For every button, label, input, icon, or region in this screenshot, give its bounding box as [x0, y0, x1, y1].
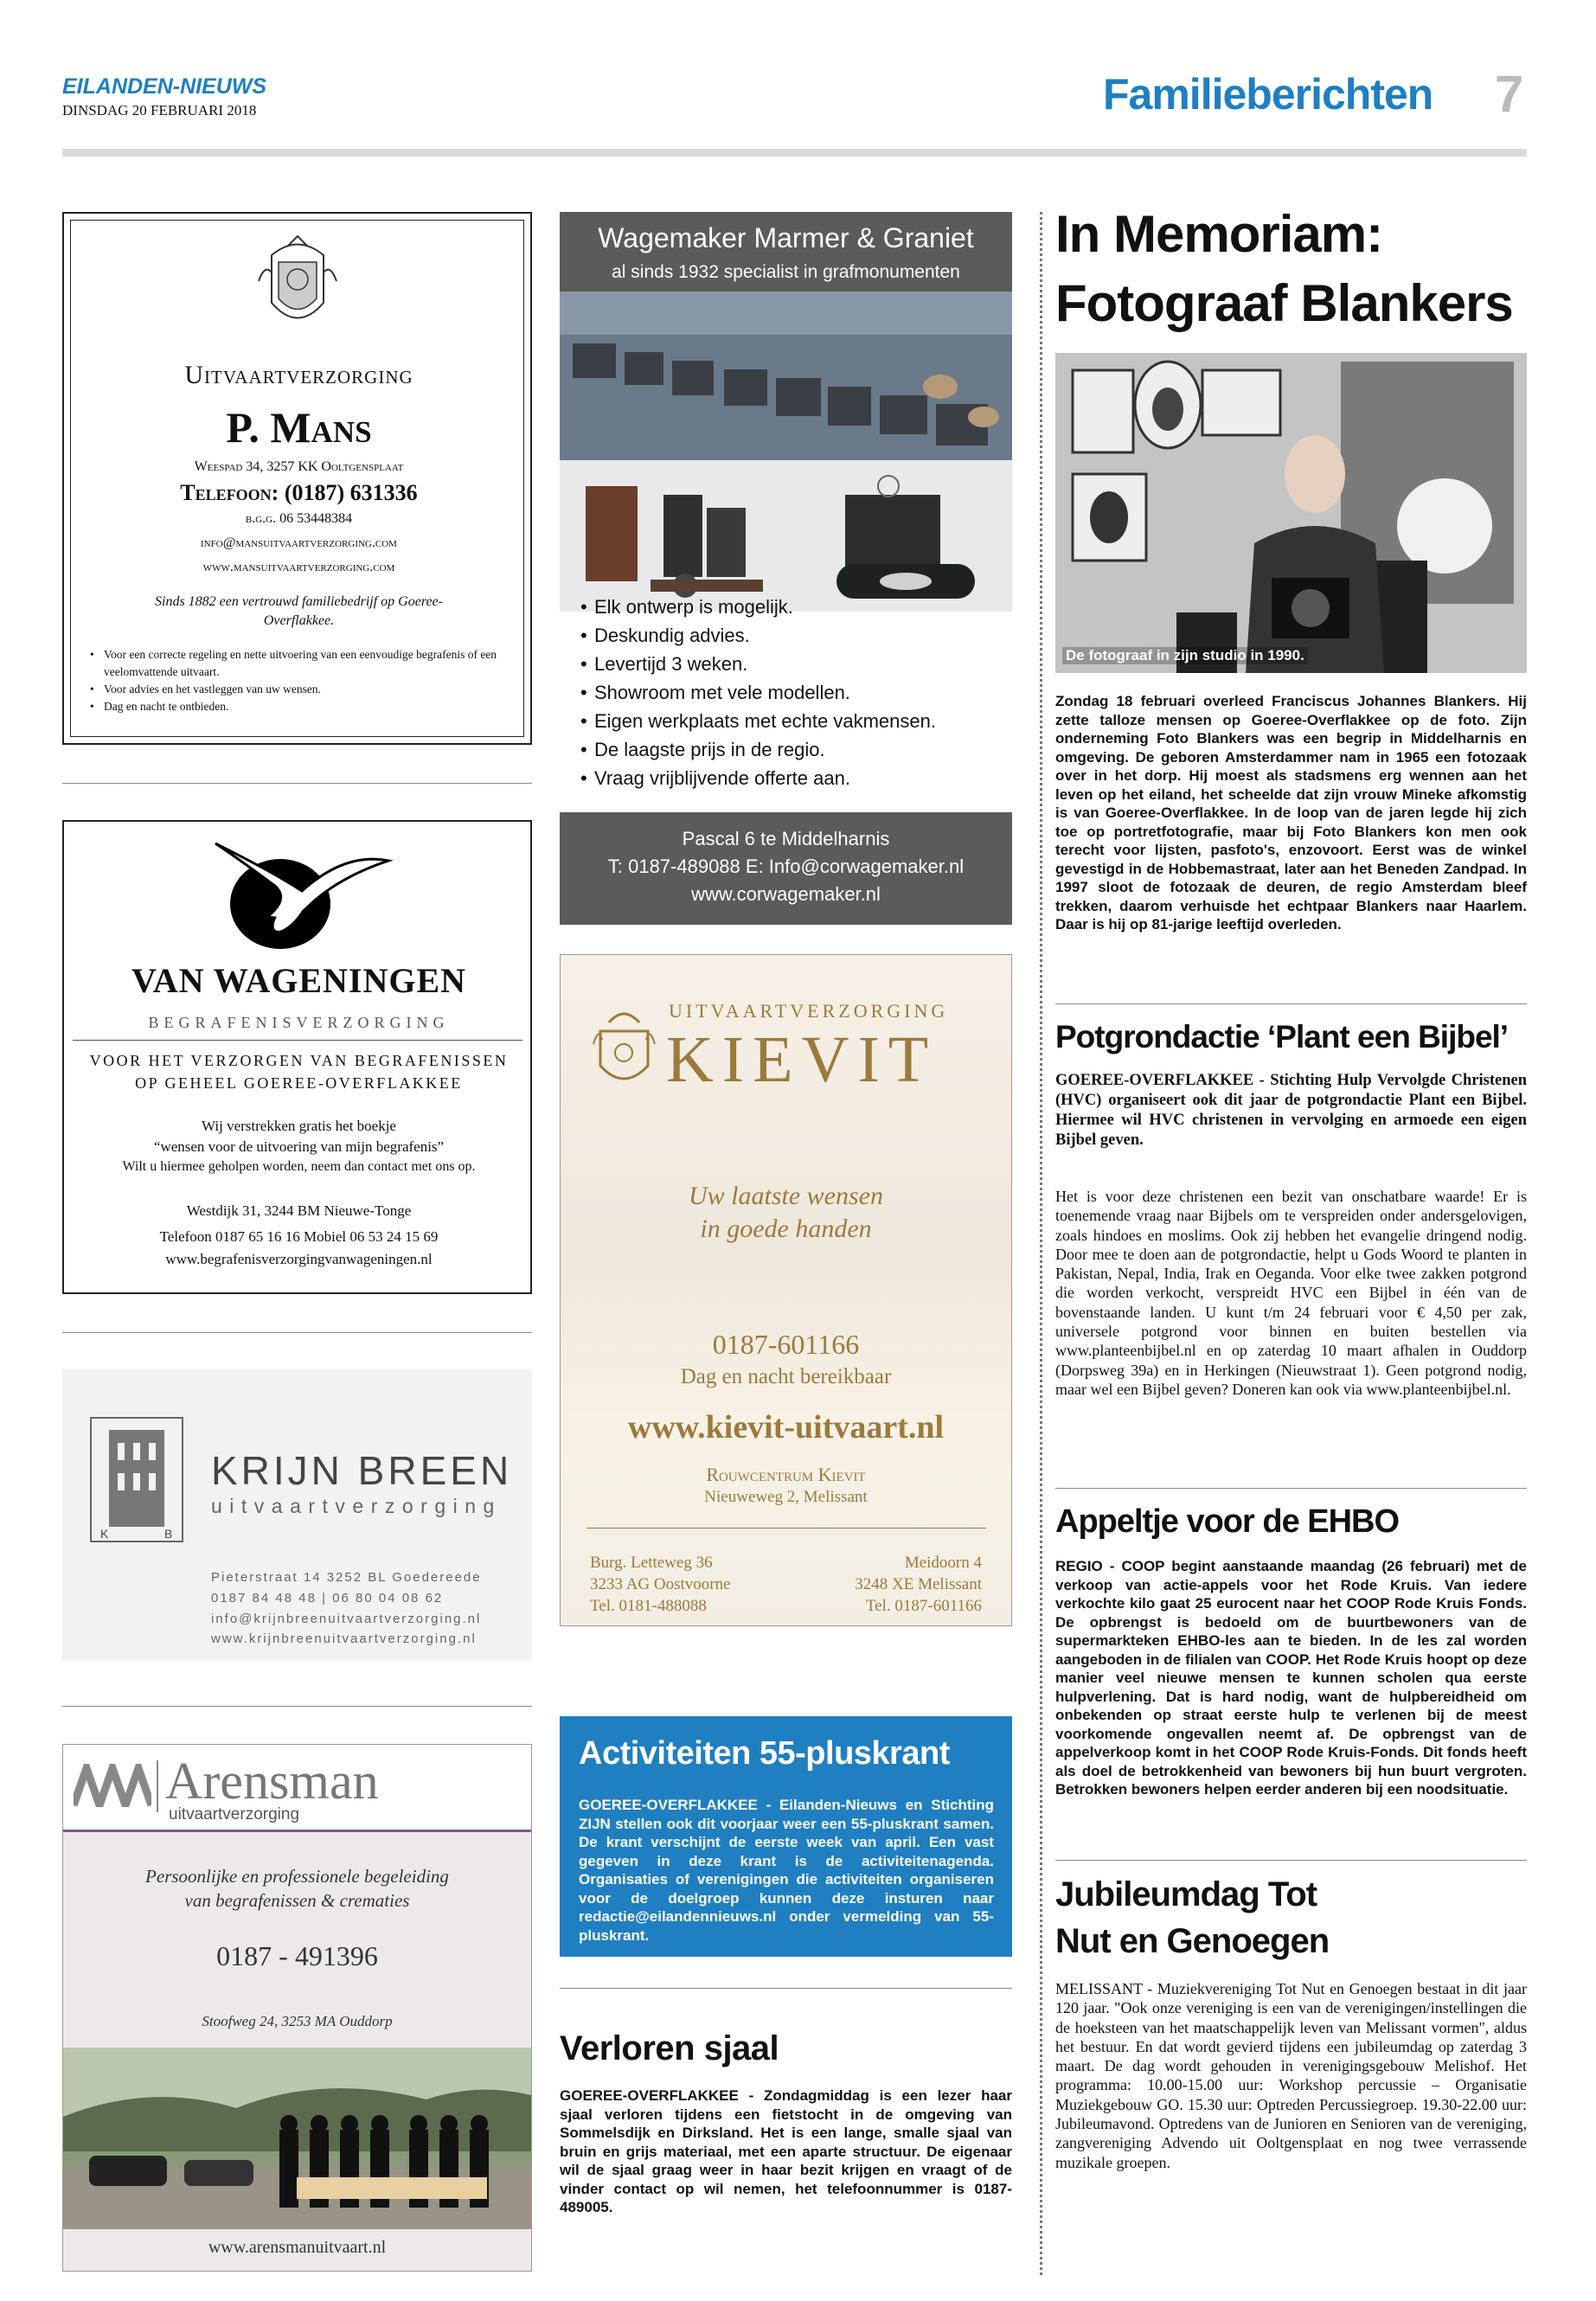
breen-address: Pieterstraat 14 3252 BL Goedereede [211, 1570, 482, 1585]
wageningen-tagline-2: OP GEHEEL GOEREE-OVERFLAKKEE [135, 1074, 463, 1092]
photographer-photo [1055, 353, 1527, 673]
list-item: • Deskundig advies. [580, 621, 1004, 650]
wageningen-ad [62, 820, 532, 1294]
arensman-ad [62, 1744, 532, 2272]
list-item: • Voor advies en het vastleggen van uw wensen. [90, 681, 514, 698]
mans-ad [62, 212, 532, 745]
jubileum-title-2: Nut en Genoegen [1055, 1922, 1330, 1960]
mans-name: P. Mans [226, 403, 372, 452]
divider [62, 783, 532, 784]
divider [586, 1528, 986, 1529]
arensman-logo-icon [74, 1764, 151, 1807]
list-item: • De laagste prijs in de regio. [580, 735, 1004, 764]
mans-web[interactable]: www.mansuitvaartverzorging.com [202, 560, 395, 574]
arensman-text-2: van begrafenissen & crematies [184, 1890, 410, 1911]
mans-title: Uitvaartverzorging [184, 361, 413, 389]
wageningen-text-1: Wij verstrekken gratis het boekje [202, 1118, 396, 1134]
issue-date: DINSDAG 20 FEBRUARI 2018 [62, 102, 257, 119]
column-divider [1040, 212, 1042, 2275]
breen-web[interactable]: www.krijnbreenuitvaartverzorging.nl [211, 1631, 477, 1646]
wageningen-phone: Telefoon 0187 65 16 16 Mobiel 06 53 24 15 69 [159, 1228, 439, 1245]
jubileum-body: MELISSANT - Muziekvereniging Tot Nut en Genoegen bestaat in dit jaar 120 jaar. "Ook onze vereniging is een van de verenigingen/instellingen die de hoeksteen van het maatschappelijk leven van Melissant vormen", aldus het bestuur. En dat wordt gevierd tijdens een jubileumdag op zaterdag 3 maart. De dag wordt gehouden in verenigingsgebouw Melishof. Het programma: 10.00-15.00 uur: Workshop percussie – Organisatie Muziekgebouw GO. 15.30 uur: Optreden Percussiegroep. 19.30-22.00 uur: Jubileumavond. Optredens van de Junioren en Senioren van de vereniging, zangvereniging Advendo uit Ooltgensplaat en nog twee verrassende muzikale groepen. [1055, 1980, 1527, 2171]
list-item: • Eigen werkplaats met echte vakmensen. [580, 707, 1004, 735]
breen-phone: 0187 84 48 48 | 06 80 04 08 62 [211, 1591, 444, 1606]
breen-logo-icon [90, 1417, 183, 1542]
activiteiten-article [560, 1716, 1012, 1957]
memoriam-title-1: In Memoriam: [1055, 205, 1383, 263]
photo-caption: De fotograaf in zijn studio in 1990. [1062, 647, 1308, 664]
wageningen-text-2: “wensen voor de uitvoering van mijn begrafenis” [153, 1138, 445, 1155]
breen-name: KRIJN BREEN [211, 1448, 513, 1493]
list-item: • Vraag vrijblijvende offerte aan. [580, 764, 1004, 792]
funeral-procession-photo [63, 2048, 531, 2229]
bird-logo-icon [207, 826, 397, 956]
breen-ad [62, 1369, 532, 1661]
wageningen-name: VAN WAGENINGEN [131, 961, 467, 1000]
section-title: Familieberichten [1103, 70, 1433, 119]
divider [1055, 1488, 1527, 1489]
coat-of-arms-icon [254, 229, 341, 337]
arensman-name: Arensman [165, 1753, 379, 1810]
gravestones-photo [560, 460, 1012, 612]
kievit-availability: Dag en nacht bereikbaar [680, 1365, 892, 1388]
showroom-photo [560, 292, 1012, 460]
wageningen-tagline-1: VOOR HET VERZORGEN VAN BEGRAFENISSEN [89, 1052, 509, 1069]
svg-text:K: K [100, 1527, 109, 1541]
activiteiten-title: Activiteiten 55-pluskrant [579, 1735, 950, 1772]
kievit-web[interactable]: www.kievit-uitvaart.nl [627, 1409, 945, 1445]
memoriam-body: Zondag 18 februari overleed Franciscus Johannes Blankers. Hij zette talloze mensen op Goeree-Overflakkee op de foto. Zijn onderneming Foto Blankers was een begrip in Middelharnis en omgeving. De geboren Amsterdammer nam in 1965 een fotozaak over in het dorp. Hij moest als stadsmens erg wennen aan het leven op het eiland, het scheelde dat zijn vrouw Mineke afkomstig is van Goeree-Overflakkee. In de loop van de jaren legde hij zich toe op portretfotografie, maar bij Foto Blankers kon men ook terecht voor lijsten, pasfoto's, enzovoort. Eerst was de winkel gevestigd in de Hobbemastraat, later aan het Beneden Zandpad. In 1997 sloot de fotozaak de deuren, de regio Amsterdam bleef trekken, daarom verhuisde het echtpaar Blankers naar Haarlem. Daar is hij op 81-jarige leeftijd overleden. [1055, 693, 1527, 933]
wagemaker-contact[interactable]: T: 0187-489088 E: Info@corwagemaker.nl [607, 856, 965, 877]
wageningen-sub: BEGRAFENISVERZORGING [148, 1014, 450, 1031]
page-number: 7 [1495, 65, 1524, 123]
mans-phone: Telefoon: (0187) 631336 [180, 480, 418, 505]
arensman-phone: 0187 - 491396 [216, 1940, 378, 1971]
mans-address: Weespad 34, 3257 KK Ooltgensplaat [194, 459, 404, 474]
svg-text:B: B [164, 1527, 173, 1541]
ehbo-body: REGIO - COOP begint aanstaande maandag (26 februari) met de verkoop van actie-appels voor het Rode Kruis. Van iedere verkochte kilo gaat 25 eurocent naar het COOP Rode Kruis Fonds. De opbrengst is bedoeld om de buurtbewoners van de supermarkteken EHBO-les aan te bieden. In de les zal worden aangeboden in de filialen van COOP. Het Rode Kruis hoopt op deze manier veel nieuwe mensen te kunnen scholen qua eerste hulpverlening. Dat is hard nodig, want de hulpbereidheid om onbekenden op straat eerste hulp te verlenen bij de meest voorkomende ongevallen neemt af. De opbrengst van de appelverkoop komt in het COOP Rode Kruis-Fonds. Dit fonds heeft als doel de betrokkenheid van bewoners bij hun buurt vergroten. Betrokken bewoners helpen eerder anderen bij een noodsituatie. [1055, 1558, 1527, 1798]
ehbo-title: Appeltje voor de EHBO [1055, 1503, 1400, 1540]
kievit-crest-icon [592, 1005, 657, 1096]
kievit-slogan-1: Uw laatste wensen [689, 1182, 883, 1210]
kievit-centre-address: Nieuweweg 2, Melissant [704, 1488, 868, 1506]
kievit-location-1: Burg. Letteweg 36 3233 AG Oostvoorne Tel. 0181-488088 [590, 1554, 731, 1615]
list-item: • Elk ontwerp is mogelijk. [580, 593, 1004, 621]
header-rule [62, 149, 1527, 157]
wageningen-address: Westdijk 31, 3244 BM Nieuwe-Tonge [186, 1202, 412, 1219]
potgrond-body: Het is voor deze christenen een bezit van onschatbare waarde! Er is toenemende vraag naar Bijbels om te verspreiden onder andersgelovigen, zoals hindoes en moslims. Ook zij hebben het evangelie dringend nodig. Door mee te doen aan de potgrondactie, helpt u Gods Woord te planten in Pakistan, Nepal, India, Irak en Oeganda. Voor elke twee zakken potgrond die worden verkocht, verspreidt HVC een Bijbel in één van de bovenstaande landen. U kunt t/m 24 februari voor € 4,50 per zak, universele potgrond voor binnen en buiten bestellen via www.planteenbijbel.nl en op zaterdag 10 maart afhalen in Ouddorp (Dorpsweg 39a) en in Herkingen (Nieuwstraat 1). Geen potgrond nodig, maar wel een Bijbel geven? Doneren kan ook via www.planteenbijbel.nl. [1055, 1188, 1527, 1398]
divider [1055, 1003, 1527, 1004]
arensman-address: Stoofweg 24, 3253 MA Ouddorp [202, 2013, 393, 2029]
breen-email[interactable]: info@krijnbreenuitvaartverzorging.nl [211, 1612, 482, 1626]
activiteiten-body: GOEREE-OVERFLAKKEE - Eilanden-Nieuws en Stichting ZIJN stellen ook dit voorjaar weer een 55-pluskrant samen. De krant verschijnt de eerste week van april. Een vast gegeven in deze krant is de activiteitenagenda. Organisaties of verenigingen die activiteiten organiseren voor de doelgroep kunnen deze insturen naar redactie@eilandennieuws.nl onder vermelding van 55-pluskrant. [579, 1797, 994, 1944]
divider [62, 1332, 532, 1333]
arensman-text-1: Persoonlijke en professionele begeleiding [145, 1866, 449, 1887]
wagemaker-title: Wagemaker Marmer & Graniet [598, 222, 974, 253]
kievit-location-2: Meidoorn 4 3248 XE Melissant Tel. 0187-601166 [855, 1554, 982, 1615]
wagemaker-bullets [580, 593, 1004, 792]
wagemaker-address: Pascal 6 te Middelharnis [682, 828, 890, 849]
divider [73, 1040, 522, 1041]
jubileum-title-1: Jubileumdag Tot [1055, 1875, 1317, 1913]
list-item: • Dag en nacht te ontbieden. [90, 698, 514, 715]
kievit-ad [560, 954, 1012, 1626]
divider [62, 1706, 532, 1707]
wagemaker-ad [560, 212, 1012, 925]
wageningen-text-3: Wilt u hiermee geholpen worden, neem dan contact met ons op. [122, 1159, 476, 1174]
kievit-slogan-2: in goede handen [700, 1215, 872, 1243]
wagemaker-web[interactable]: www.corwagemaker.nl [691, 883, 881, 905]
memoriam-title-2: Fotograaf Blankers [1055, 274, 1513, 332]
arensman-web[interactable]: www.arensmanuitvaart.nl [208, 2238, 387, 2257]
kievit-title: UITVAARTVERZORGING [669, 1000, 949, 1022]
wagemaker-subtitle: al sinds 1932 specialist in grafmonumenten [612, 262, 960, 282]
mans-slogan: Sinds 1882 een vertrouwd familiebedrijf op Goeree-Overflakkee. [155, 594, 443, 628]
potgrond-title: Potgrondactie ‘Plant een Bijbel’ [1055, 1019, 1509, 1054]
list-item: • Showroom met vele modellen. [580, 678, 1004, 707]
kievit-name: KIEVIT [666, 1023, 938, 1096]
arensman-sub: uitvaartverzorging [169, 1805, 300, 1823]
divider [1055, 1860, 1527, 1861]
breen-sub: uitvaartverzorging [211, 1495, 502, 1517]
sjaal-title: Verloren sjaal [560, 2029, 779, 2067]
list-item: • Levertijd 3 weken. [580, 650, 1004, 678]
divider [560, 1988, 1012, 1989]
wageningen-web[interactable]: www.begrafenisverzorgingvanwageningen.nl [165, 1251, 433, 1267]
mans-email[interactable]: info@mansuitvaartverzorging.com [201, 535, 397, 550]
newspaper-logo: EILANDEN-NIEUWS [62, 74, 267, 99]
kievit-phone: 0187-601166 [712, 1329, 860, 1360]
potgrond-lead: GOEREE-OVERFLAKKEE - Stichting Hulp Vervolgde Christenen (HVC) organiseert ook dit jaar de potgrondactie Plant een Bijbel. Hiermee wil HVC christenen in vervolging en armoede een eigen Bijbel geven. [1055, 1072, 1527, 1149]
mans-bgg: b.g.g. 06 53448384 [245, 511, 353, 526]
list-item: • Voor een correcte regeling en nette uitvoering van een eenvoudige begrafenis of een veelomvattende uitvaart. [90, 646, 514, 681]
sjaal-body: GOEREE-OVERFLAKKEE - Zondagmiddag is een lezer haar sjaal verloren tijdens een fietstocht in de omgeving van Sommelsdijk en Dirksland. Het is een lange, smalle sjaal van bruin en grijs materiaal, met een aparte structuur. De eigenaar wil de sjaal graag weer in haar bezit krijgen en vraagt of de vinder contact op wil nemen, het telefoonnummer is 0187-489005. [560, 2087, 1012, 2215]
kievit-centre: Rouwcentrum Kievit [706, 1464, 866, 1485]
mans-bullets [90, 646, 514, 715]
